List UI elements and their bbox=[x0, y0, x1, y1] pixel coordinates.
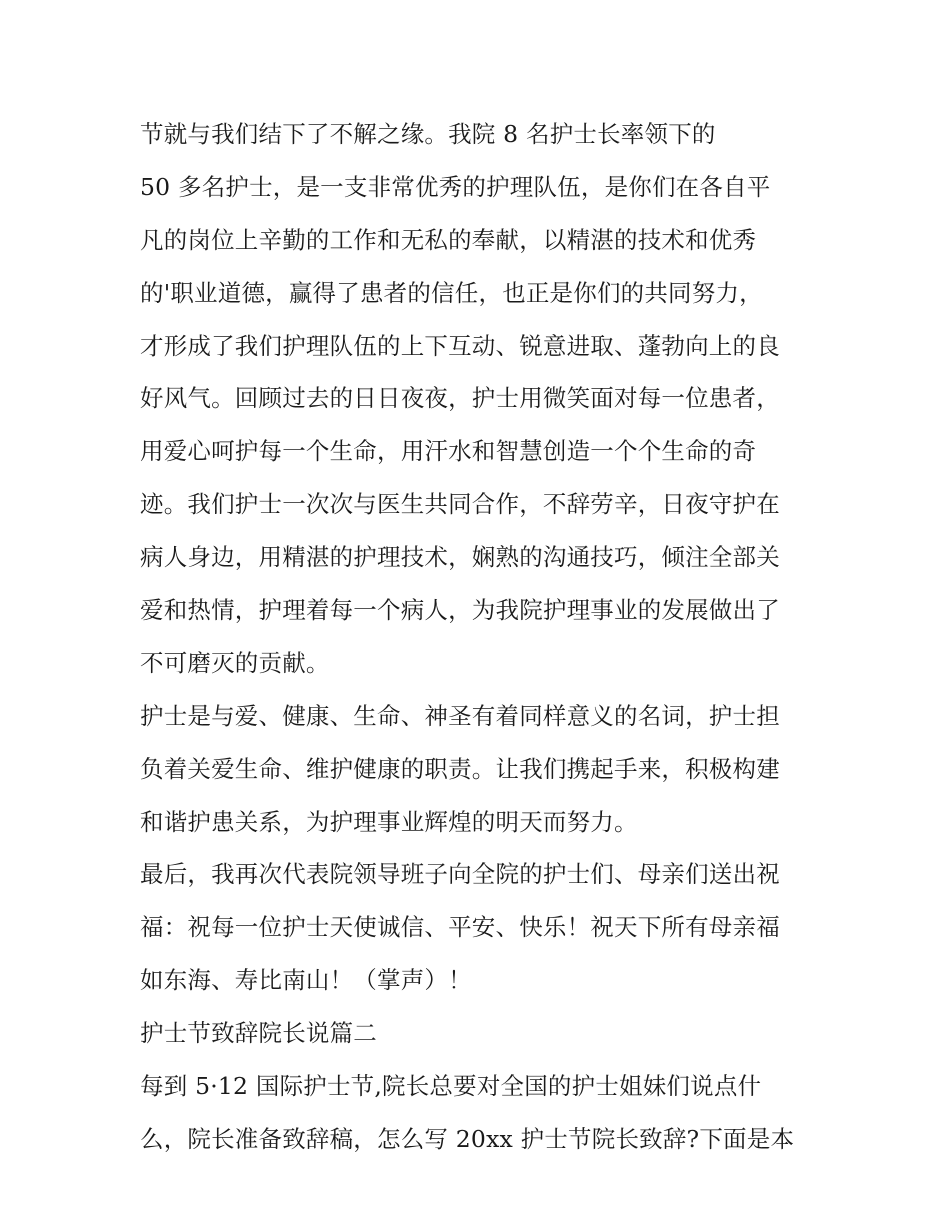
text-line: 如东海、寿比南山！（掌声）！ bbox=[140, 966, 472, 995]
text-line: 50 多名护士，是一支非常优秀的护理队伍，是你们在各自平 bbox=[140, 172, 771, 201]
text-line: 的'职业道德，赢得了患者的信任，也正是你们的共同努力， bbox=[140, 278, 763, 307]
text-line: 爱和热情，护理着每一个病人，为我院护理事业的发展做出了 bbox=[140, 596, 780, 625]
text-line: 凡的岗位上辛勤的工作和无私的奉献，以精湛的技术和优秀 bbox=[140, 225, 757, 254]
text-line: 好风气。回顾过去的日日夜夜，护士用微笑面对每一位患者， bbox=[140, 384, 780, 413]
text-line: 不可磨灭的贡献。 bbox=[140, 648, 330, 677]
text-line: 负着关爱生命、维护健康的职责。让我们携起手来，积极构建 bbox=[140, 754, 780, 783]
text-line: 迹。我们护士一次次与医生共同合作，不辞劳辛，日夜守护在 bbox=[140, 490, 780, 519]
text-line: 病人身边，用精湛的护理技术，娴熟的沟通技巧，倾注全部关 bbox=[140, 543, 780, 572]
section-heading: 护士节致辞院长说篇二 bbox=[140, 1019, 377, 1048]
text-line: 节就与我们结下了不解之缘。我院 8 名护士长率领下的 bbox=[140, 120, 716, 148]
text-line: 福：祝每一位护士天使诚信、平安、快乐！祝天下所有母亲福 bbox=[140, 913, 780, 942]
text-line: 才形成了我们护理队伍的上下互动、锐意进取、蓬勃向上的良 bbox=[140, 331, 780, 360]
text-line: 和谐护患关系，为护理事业辉煌的明天而努力。 bbox=[140, 807, 638, 836]
document-body bbox=[140, 108, 830, 1166]
text-line: 每到 5·12 国际护士节,院长总要对全国的护士姐妹们说点什 bbox=[140, 1072, 762, 1101]
text-line: 护士是与爱、健康、生命、神圣有着同样意义的名词，护士担 bbox=[140, 701, 780, 730]
text-line: 最后，我再次代表院领导班子向全院的护士们、母亲们送出祝 bbox=[140, 860, 780, 889]
text-line: 用爱心呵护每一个生命，用汗水和智慧创造一个个生命的奇 bbox=[140, 437, 757, 466]
text-line: 么，院长准备致辞稿，怎么写 20xx 护士节院长致辞?下面是本 bbox=[140, 1124, 795, 1153]
